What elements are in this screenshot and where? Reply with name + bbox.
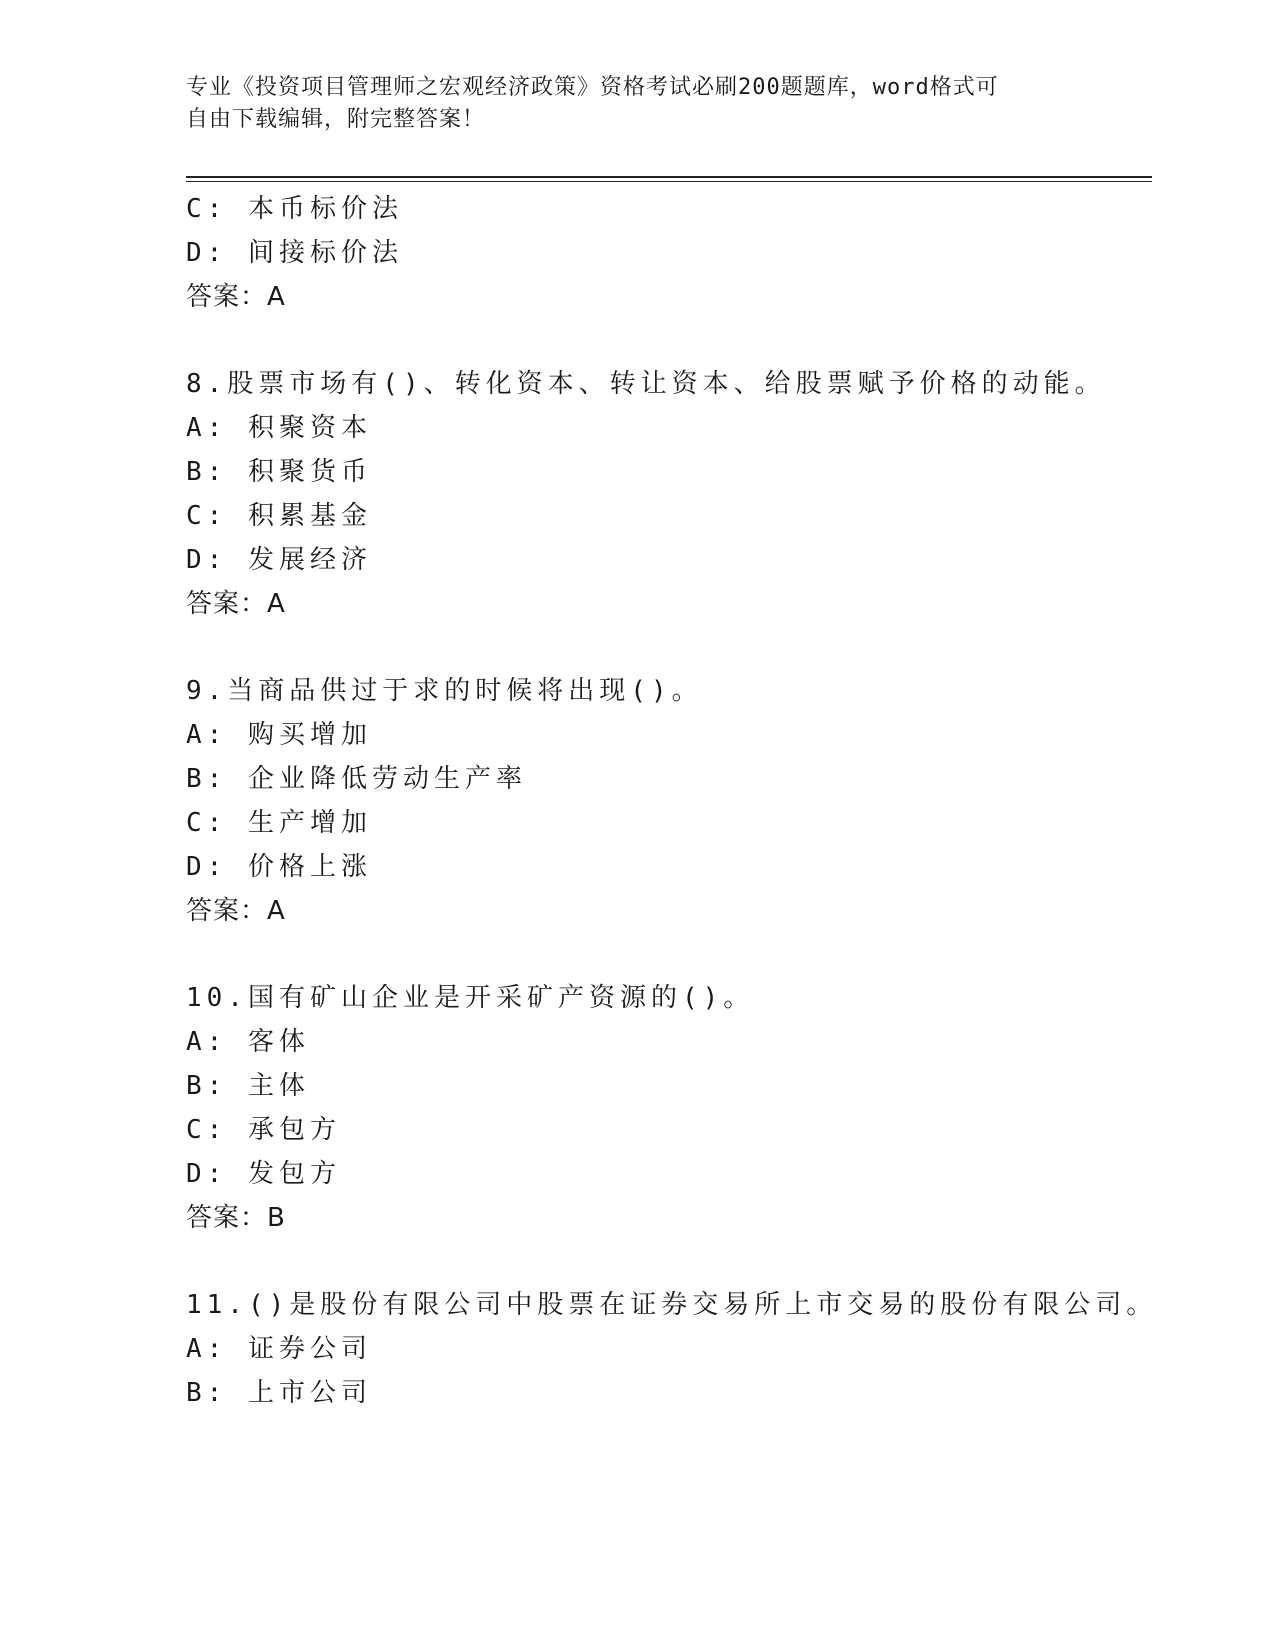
- header-line-1: 专业《投资项目管理师之宏观经济政策》资格考试必刷200题题库，word格式可: [186, 75, 999, 100]
- q8-option-c: C: 积累基金: [186, 501, 372, 531]
- q9-option-a: A: 购买增加: [186, 720, 372, 750]
- q10-question: 10.国有矿山企业是开采矿产资源的()。: [186, 983, 755, 1013]
- q11-question: 11.()是股份有限公司中股票在证券交易所上市交易的股份有限公司。: [186, 1290, 1158, 1320]
- divider-thick-line: [186, 176, 1152, 178]
- q10-option-a: A: 客体: [186, 1027, 310, 1057]
- header-divider: [186, 176, 1152, 182]
- q11-option-b: B: 上市公司: [186, 1378, 372, 1408]
- q9-question: 9.当商品供过于求的时候将出现()。: [186, 676, 703, 706]
- q8-option-b: B: 积聚货币: [186, 457, 372, 487]
- q8-option-a: A: 积聚资本: [186, 413, 372, 443]
- q8-answer: 答案：A: [186, 589, 286, 619]
- q10-answer: 答案：B: [186, 1203, 286, 1233]
- q9-option-d: D: 价格上涨: [186, 852, 372, 882]
- q9-option-c: C: 生产增加: [186, 808, 372, 838]
- q10-option-d: D: 发包方: [186, 1159, 341, 1189]
- q7-option-c: C: 本币标价法: [186, 194, 403, 224]
- q11-option-a: A: 证券公司: [186, 1334, 372, 1364]
- q7-option-d: D: 间接标价法: [186, 238, 403, 268]
- q9-option-b: B: 企业降低劳动生产率: [186, 764, 527, 794]
- q8-option-d: D: 发展经济: [186, 545, 372, 575]
- q9-answer: 答案：A: [186, 896, 286, 926]
- document-header: [186, 72, 1086, 136]
- q10-option-b: B: 主体: [186, 1071, 310, 1101]
- header-line-2: 自由下载编辑，附完整答案！: [186, 107, 486, 132]
- divider-thin-line: [186, 181, 1152, 182]
- q8-question: 8.股票市场有()、转化资本、转让资本、给股票赋予价格的动能。: [186, 369, 1106, 399]
- q10-option-c: C: 承包方: [186, 1115, 341, 1145]
- q7-answer: 答案：A: [186, 282, 286, 312]
